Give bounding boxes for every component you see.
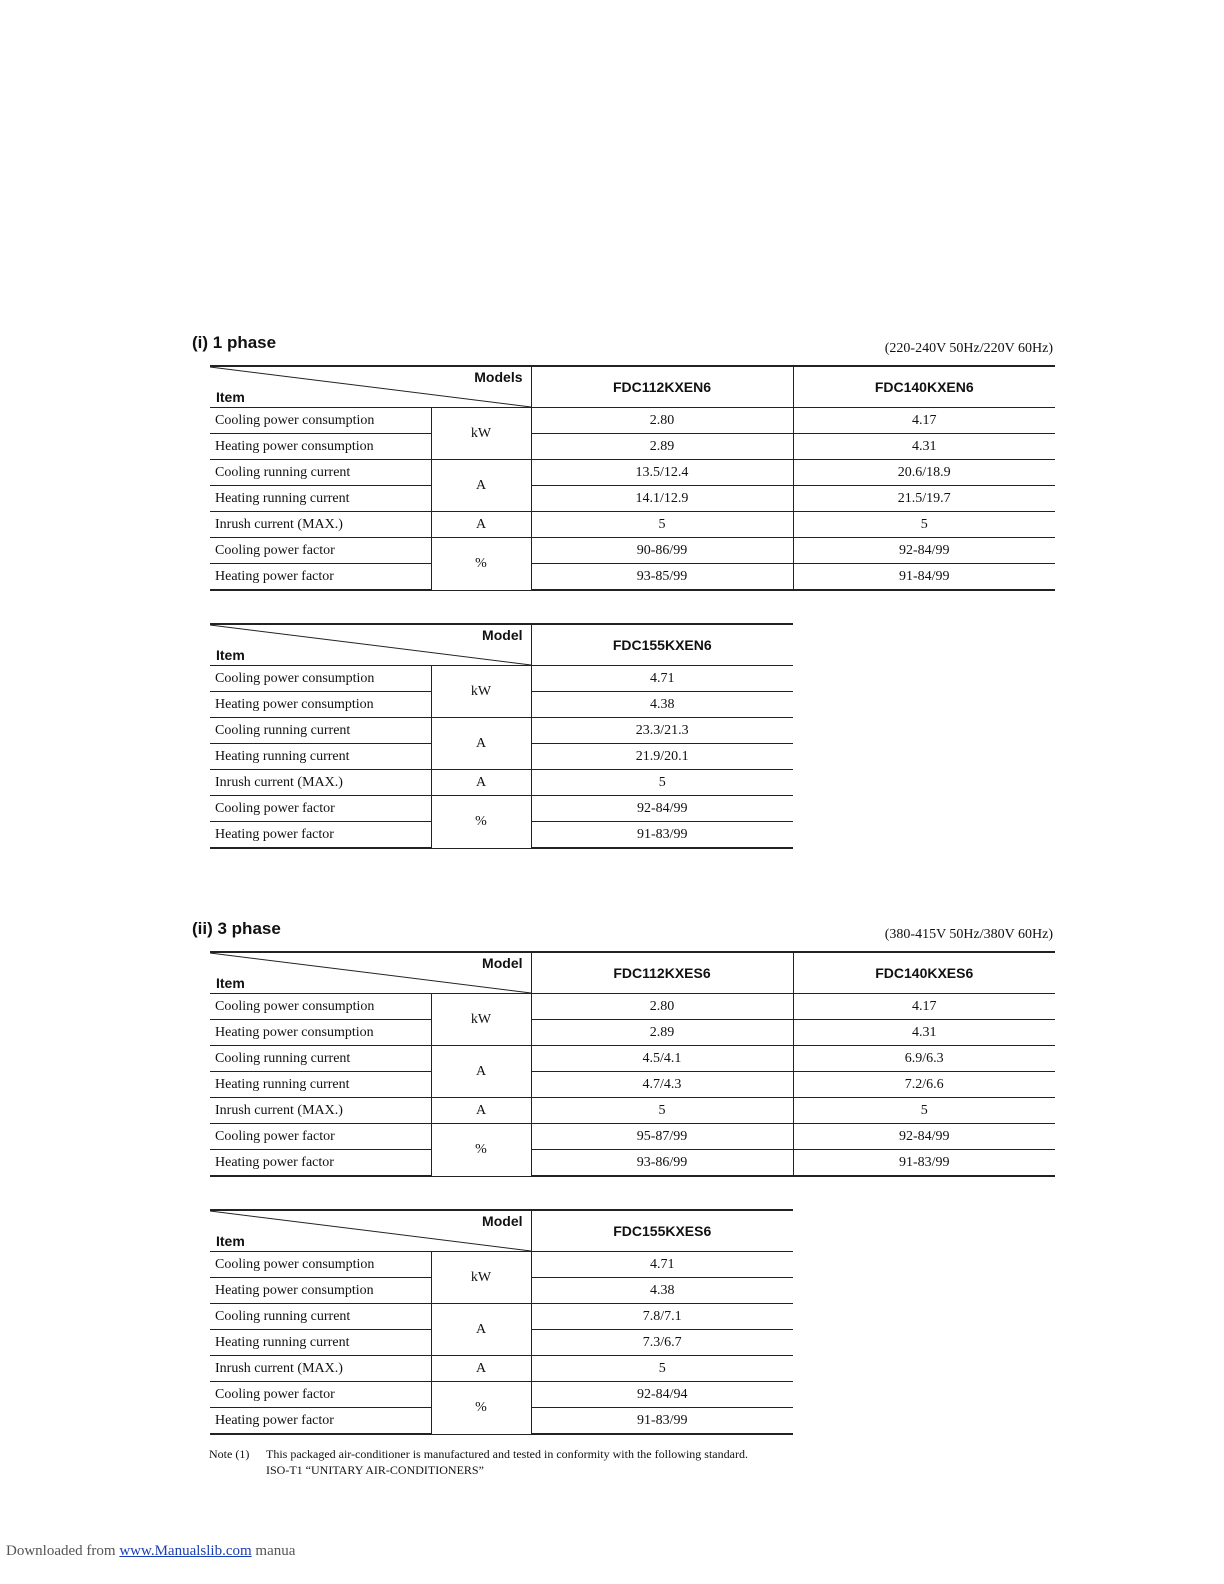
value-cell: 2.80 <box>531 994 793 1020</box>
value-cell: 4.38 <box>531 1278 793 1304</box>
value-cell: 4.17 <box>793 994 1055 1020</box>
unit-cell: % <box>431 1382 531 1435</box>
voltage-spec-1-phase: (220-240V 50Hz/220V 60Hz) <box>884 341 1053 356</box>
unit-cell: kW <box>431 408 531 460</box>
model-header: FDC112KXEN6 <box>531 366 793 408</box>
value-cell: 5 <box>531 770 793 796</box>
item-label: Heating power consumption <box>210 1020 431 1046</box>
unit-cell: kW <box>431 666 531 718</box>
value-cell: 4.5/4.1 <box>531 1046 793 1072</box>
model-header: FDC155KXES6 <box>531 1210 793 1252</box>
value-cell: 2.80 <box>531 408 793 434</box>
corner-cell <box>210 1210 531 1252</box>
item-label: Cooling power consumption <box>210 994 431 1020</box>
table-row <box>210 718 793 744</box>
item-label: Heating power factor <box>210 822 431 849</box>
table-row <box>210 1046 1055 1072</box>
unit-cell: % <box>431 1124 531 1177</box>
table-row <box>210 512 1055 538</box>
model-header: FDC140KXES6 <box>793 952 1055 994</box>
item-label: Inrush current (MAX.) <box>210 1098 431 1124</box>
value-cell: 92-84/99 <box>793 538 1055 564</box>
footer-suffix: manua <box>255 1543 296 1559</box>
value-cell: 4.31 <box>793 1020 1055 1046</box>
value-cell: 4.71 <box>531 1252 793 1278</box>
unit-cell: A <box>431 1304 531 1356</box>
corner-item-label: Item <box>216 975 245 991</box>
corner-item-label: Item <box>216 647 245 663</box>
corner-model-label: Model <box>482 627 523 643</box>
table-row <box>210 770 793 796</box>
table-row <box>210 1098 1055 1124</box>
item-label: Heating power consumption <box>210 692 431 718</box>
item-label: Cooling power factor <box>210 1124 431 1150</box>
value-cell: 5 <box>531 1356 793 1382</box>
spec-table-3-phase-112-140 <box>210 951 1055 1177</box>
model-header: FDC112KXES6 <box>531 952 793 994</box>
item-label: Heating power consumption <box>210 434 431 460</box>
corner-item-label: Item <box>216 1233 245 1249</box>
unit-cell: A <box>431 1046 531 1098</box>
table-row <box>210 796 793 822</box>
item-label: Heating running current <box>210 744 431 770</box>
corner-model-label: Model <box>482 955 523 971</box>
unit-cell: A <box>431 718 531 770</box>
table-row <box>210 1382 793 1408</box>
value-cell: 4.71 <box>531 666 793 692</box>
download-footer <box>6 1543 295 1560</box>
value-cell: 2.89 <box>531 434 793 460</box>
corner-item-label: Item <box>216 389 245 405</box>
item-label: Cooling power factor <box>210 538 431 564</box>
item-label: Inrush current (MAX.) <box>210 512 431 538</box>
item-label: Heating power consumption <box>210 1278 431 1304</box>
unit-cell: % <box>431 796 531 849</box>
table-row <box>210 1304 793 1330</box>
model-header: FDC155KXEN6 <box>531 624 793 666</box>
table-row <box>210 994 1055 1020</box>
value-cell: 6.9/6.3 <box>793 1046 1055 1072</box>
item-label: Heating power factor <box>210 1150 431 1177</box>
item-label: Cooling running current <box>210 1304 431 1330</box>
value-cell: 93-86/99 <box>531 1150 793 1177</box>
item-label: Cooling power consumption <box>210 666 431 692</box>
value-cell: 4.38 <box>531 692 793 718</box>
table-row <box>210 538 1055 564</box>
table-header-row <box>210 624 793 666</box>
value-cell: 23.3/21.3 <box>531 718 793 744</box>
value-cell: 92-84/94 <box>531 1382 793 1408</box>
unit-cell: A <box>431 460 531 512</box>
table-row <box>210 434 1055 460</box>
value-cell: 91-84/99 <box>793 564 1055 591</box>
item-label: Cooling running current <box>210 718 431 744</box>
table-row <box>210 1150 1055 1177</box>
table-row <box>210 460 1055 486</box>
value-cell: 90-86/99 <box>531 538 793 564</box>
value-cell: 93-85/99 <box>531 564 793 591</box>
table-row <box>210 1072 1055 1098</box>
item-label: Heating power factor <box>210 564 431 591</box>
item-label: Cooling running current <box>210 1046 431 1072</box>
note-text: This packaged air-conditioner is manufactured and tested in conformity with the following standard. <box>266 1447 748 1461</box>
voltage-spec-3-phase: (380-415V 50Hz/380V 60Hz) <box>884 927 1053 942</box>
item-label: Heating running current <box>210 1330 431 1356</box>
table-row <box>210 1124 1055 1150</box>
value-cell: 5 <box>531 512 793 538</box>
item-label: Heating power factor <box>210 1408 431 1435</box>
table-row <box>210 666 793 692</box>
unit-cell: kW <box>431 1252 531 1304</box>
note-standard: ISO-T1 “UNITARY AIR-CONDITIONERS” <box>266 1463 484 1477</box>
spec-table-1-phase-112-140 <box>210 365 1055 591</box>
value-cell: 2.89 <box>531 1020 793 1046</box>
footer-prefix: Downloaded from <box>6 1543 116 1559</box>
table-row <box>210 408 1055 434</box>
unit-cell: kW <box>431 994 531 1046</box>
corner-cell <box>210 624 531 666</box>
spec-table-1-phase-155 <box>210 623 793 849</box>
table-row <box>210 1020 1055 1046</box>
item-label: Cooling power factor <box>210 1382 431 1408</box>
item-label: Inrush current (MAX.) <box>210 770 431 796</box>
table-row <box>210 1356 793 1382</box>
item-label: Heating running current <box>210 486 431 512</box>
value-cell: 21.9/20.1 <box>531 744 793 770</box>
corner-cell <box>210 366 531 408</box>
value-cell: 4.7/4.3 <box>531 1072 793 1098</box>
unit-cell: A <box>431 512 531 538</box>
table-header-row <box>210 1210 793 1252</box>
item-label: Heating running current <box>210 1072 431 1098</box>
table-row <box>210 1252 793 1278</box>
manualslib-link[interactable]: www.Manualslib.com <box>119 1543 252 1559</box>
value-cell: 5 <box>793 512 1055 538</box>
item-label: Cooling power consumption <box>210 1252 431 1278</box>
value-cell: 91-83/99 <box>531 822 793 849</box>
value-cell: 21.5/19.7 <box>793 486 1055 512</box>
unit-cell: A <box>431 1356 531 1382</box>
corner-cell <box>210 952 531 994</box>
unit-cell: A <box>431 1098 531 1124</box>
corner-model-label: Model <box>482 1213 523 1229</box>
value-cell: 4.31 <box>793 434 1055 460</box>
item-label: Inrush current (MAX.) <box>210 1356 431 1382</box>
value-cell: 5 <box>793 1098 1055 1124</box>
value-cell: 13.5/12.4 <box>531 460 793 486</box>
value-cell: 91-83/99 <box>793 1150 1055 1177</box>
table-header-row <box>210 366 1055 408</box>
section-title-3-phase: (ii) 3 phase <box>192 919 281 938</box>
value-cell: 7.3/6.7 <box>531 1330 793 1356</box>
item-label: Cooling running current <box>210 460 431 486</box>
value-cell: 4.17 <box>793 408 1055 434</box>
unit-cell: % <box>431 538 531 591</box>
value-cell: 7.8/7.1 <box>531 1304 793 1330</box>
value-cell: 91-83/99 <box>531 1408 793 1435</box>
model-header: FDC140KXEN6 <box>793 366 1055 408</box>
item-label: Cooling power consumption <box>210 408 431 434</box>
section-title-1-phase: (i) 1 phase <box>192 333 277 352</box>
table-row <box>210 486 1055 512</box>
note <box>209 1446 748 1478</box>
table-header-row <box>210 952 1055 994</box>
value-cell: 92-84/99 <box>793 1124 1055 1150</box>
spec-table-3-phase-155 <box>210 1209 793 1435</box>
value-cell: 95-87/99 <box>531 1124 793 1150</box>
item-label: Cooling power factor <box>210 796 431 822</box>
table-row <box>210 564 1055 591</box>
value-cell: 14.1/12.9 <box>531 486 793 512</box>
note-label: Note (1) <box>209 1447 250 1461</box>
corner-model-label: Models <box>474 369 523 385</box>
value-cell: 5 <box>531 1098 793 1124</box>
value-cell: 7.2/6.6 <box>793 1072 1055 1098</box>
value-cell: 20.6/18.9 <box>793 460 1055 486</box>
unit-cell: A <box>431 770 531 796</box>
value-cell: 92-84/99 <box>531 796 793 822</box>
